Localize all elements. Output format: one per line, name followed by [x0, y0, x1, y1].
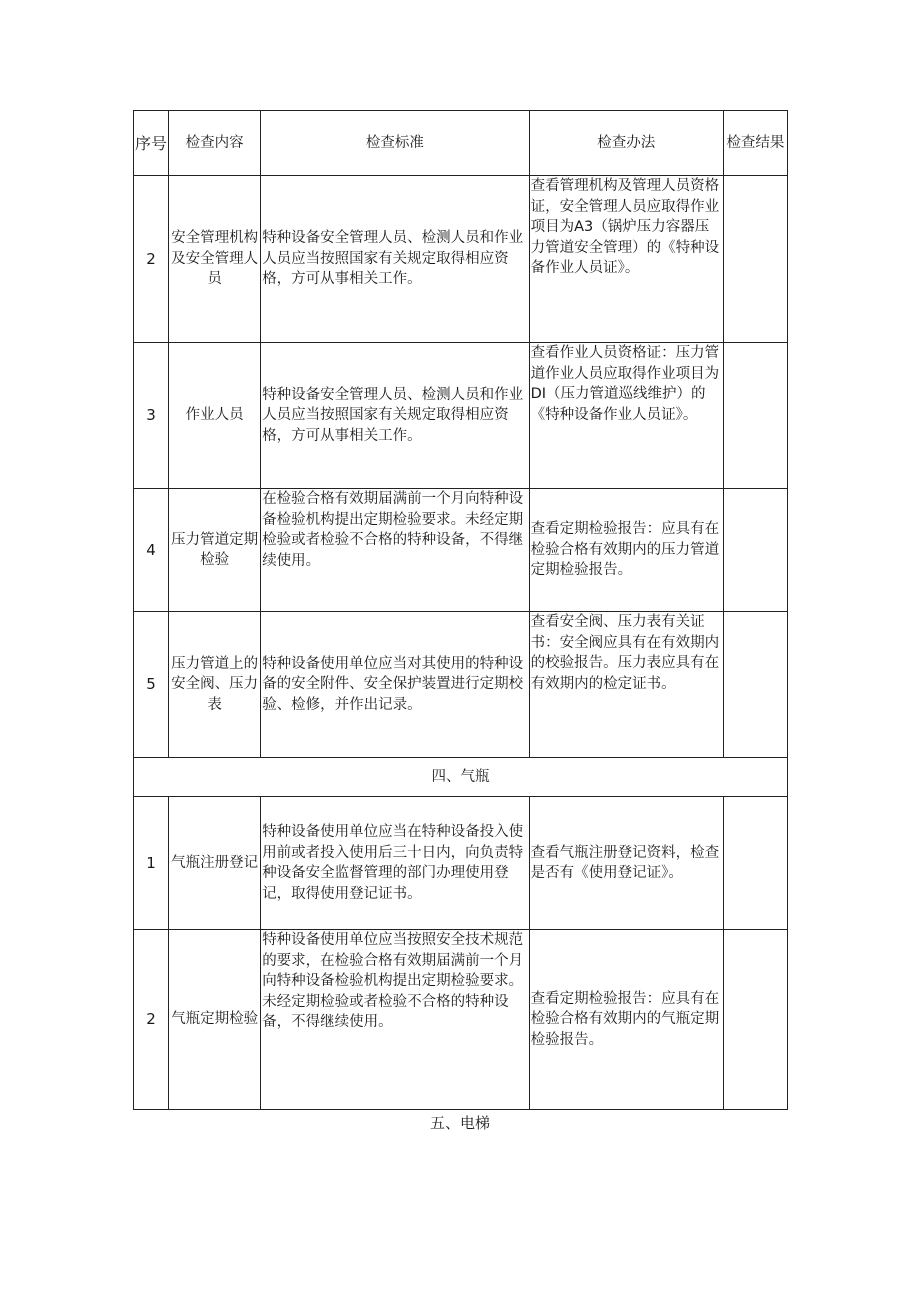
- table-row: [134, 612, 788, 758]
- row-content: 气瓶定期检验: [169, 930, 261, 1110]
- row-standard: 特种设备安全管理人员、检测人员和作业人员应当按照国家有关规定取得相应资格，方可从事相关工作。: [261, 176, 529, 343]
- row-method: 查看管理机构及管理人员资格证，安全管理人员应取得作业项目为A3（锅炉压力容器压力管道安全管理）的《特种设备作业人员证》。: [529, 176, 723, 343]
- row-content: 压力管道上的安全阀、压力表: [169, 612, 261, 758]
- row-result: [723, 343, 787, 489]
- row-no: 3: [134, 343, 169, 489]
- header-no: 序号: [134, 111, 169, 176]
- row-result: [723, 797, 787, 930]
- row-standard: 特种设备使用单位应当按照安全技术规范的要求，在检验合格有效期届满前一个月向特种设备检验机构提出定期检验要求。未经定期检验或者检验不合格的特种设备，不得继续使用。: [261, 930, 529, 1110]
- header-result: 检查结果: [723, 111, 787, 176]
- table-row: [134, 797, 788, 930]
- row-result: [723, 930, 787, 1110]
- row-method: 查看定期检验报告：应具有在检验合格有效期内的气瓶定期检验报告。: [529, 930, 723, 1110]
- row-no: 2: [134, 930, 169, 1110]
- row-content: 作业人员: [169, 343, 261, 489]
- row-result: [723, 176, 787, 343]
- row-method: 查看气瓶注册登记资料，检查是否有《使用登记证》。: [529, 797, 723, 930]
- row-standard: 特种设备使用单位应当在特种设备投入使用前或者投入使用后三十日内，向负责特种设备安全监督管理的部门办理使用登记，取得使用登记证书。: [261, 797, 529, 930]
- row-method: 查看定期检验报告：应具有在检验合格有效期内的压力管道定期检验报告。: [529, 489, 723, 612]
- row-content: 压力管道定期检验: [169, 489, 261, 612]
- row-standard: 特种设备安全管理人员、检测人员和作业人员应当按照国家有关规定取得相应资格，方可从事相关工作。: [261, 343, 529, 489]
- row-no: 5: [134, 612, 169, 758]
- row-no: 4: [134, 489, 169, 612]
- row-method: 查看作业人员资格证：压力管道作业人员应取得作业项目为DI（压力管道巡线维护）的《特种设备作业人员证》。: [529, 343, 723, 489]
- row-standard: 特种设备使用单位应当对其使用的特种设备的安全附件、安全保护装置进行定期校验、检修，并作出记录。: [261, 612, 529, 758]
- table-row: [134, 489, 788, 612]
- row-content: 安全管理机构及安全管理人员: [169, 176, 261, 343]
- section-title: 四、气瓶: [134, 758, 788, 797]
- row-no: 1: [134, 797, 169, 930]
- row-standard: 在检验合格有效期届满前一个月向特种设备检验机构提出定期检验要求。未经定期检验或者检验不合格的特种设备，不得继续使用。: [261, 489, 529, 612]
- table-row: [134, 176, 788, 343]
- row-no: 2: [134, 176, 169, 343]
- inspection-table: [133, 110, 788, 1110]
- header-standard: 检查标准: [261, 111, 529, 176]
- header-method: 检查办法: [529, 111, 723, 176]
- row-result: [723, 612, 787, 758]
- next-section-title: 五、电梯: [429, 1114, 490, 1132]
- table-row: [134, 343, 788, 489]
- row-content: 气瓶注册登记: [169, 797, 261, 930]
- table-header-row: [134, 111, 788, 176]
- section-row: [134, 758, 788, 797]
- row-result: [723, 489, 787, 612]
- header-content: 检查内容: [169, 111, 261, 176]
- row-method: 查看安全阀、压力表有关证书：安全阀应具有在有效期内的校验报告。压力表应具有在有效期内的检定证书。: [529, 612, 723, 758]
- table-row: [134, 930, 788, 1110]
